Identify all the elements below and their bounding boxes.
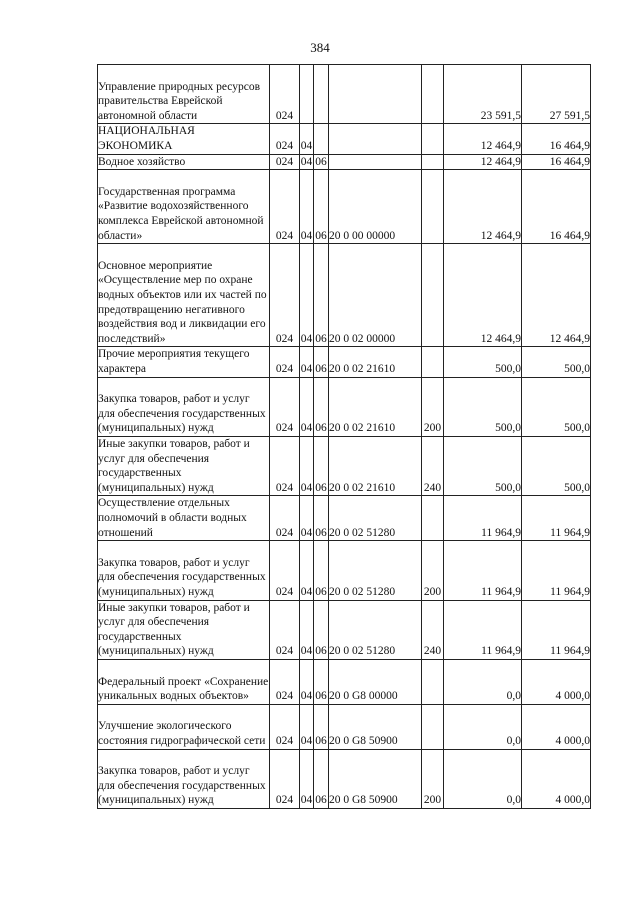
table-row <box>98 170 591 244</box>
cell-expense-type <box>422 154 444 170</box>
cell-subsection: 06 <box>314 496 329 541</box>
row-name: НАЦИОНАЛЬНАЯ ЭКОНОМИКА <box>98 124 270 154</box>
cell-expense-type: 200 <box>422 541 444 600</box>
table-row <box>98 749 591 808</box>
cell-subsection: 06 <box>314 749 329 808</box>
cell-amount-year1: 11 964,9 <box>444 541 522 600</box>
table-row <box>98 496 591 541</box>
cell-section: 04 <box>300 496 314 541</box>
cell-target-article: 20 0 02 21610 <box>329 436 422 495</box>
row-name: Улучшение экологического состояния гидрографической сети <box>98 704 270 749</box>
row-name: Закупка товаров, работ и услуг для обеспечения государственных (муниципальных) нужд <box>98 749 270 808</box>
cell-expense-type <box>422 659 444 704</box>
table-row <box>98 659 591 704</box>
cell-ved: 024 <box>270 124 300 154</box>
cell-target-article: 20 0 G8 00000 <box>329 659 422 704</box>
cell-section: 04 <box>300 436 314 495</box>
cell-ved: 024 <box>270 154 300 170</box>
cell-expense-type <box>422 704 444 749</box>
cell-expense-type: 200 <box>422 749 444 808</box>
row-name: Прочие мероприятия текущего характера <box>98 347 270 377</box>
cell-target-article <box>329 65 422 124</box>
cell-section: 04 <box>300 749 314 808</box>
cell-ved: 024 <box>270 347 300 377</box>
cell-amount-year1: 23 591,5 <box>444 65 522 124</box>
cell-ved: 024 <box>270 170 300 244</box>
cell-amount-year1: 500,0 <box>444 347 522 377</box>
cell-expense-type <box>422 244 444 347</box>
cell-ved: 024 <box>270 496 300 541</box>
table-row <box>98 704 591 749</box>
cell-target-article: 20 0 02 51280 <box>329 541 422 600</box>
cell-expense-type <box>422 347 444 377</box>
cell-target-article: 20 0 G8 50900 <box>329 704 422 749</box>
cell-amount-year2: 500,0 <box>522 377 591 436</box>
cell-amount-year2: 12 464,9 <box>522 244 591 347</box>
cell-section: 04 <box>300 124 314 154</box>
cell-amount-year1: 0,0 <box>444 749 522 808</box>
cell-expense-type <box>422 65 444 124</box>
cell-expense-type: 240 <box>422 436 444 495</box>
cell-subsection: 06 <box>314 704 329 749</box>
cell-section: 04 <box>300 600 314 659</box>
row-name: Государственная программа «Развитие водохозяйственного комплекса Еврейской автономной области» <box>98 170 270 244</box>
table-row <box>98 244 591 347</box>
row-name: Федеральный проект «Сохранение уникальных водных объектов» <box>98 659 270 704</box>
cell-expense-type: 200 <box>422 377 444 436</box>
cell-section: 04 <box>300 154 314 170</box>
cell-section: 04 <box>300 347 314 377</box>
table-row <box>98 65 591 124</box>
cell-ved: 024 <box>270 749 300 808</box>
cell-subsection <box>314 124 329 154</box>
cell-ved: 024 <box>270 65 300 124</box>
cell-section <box>300 65 314 124</box>
cell-ved: 024 <box>270 244 300 347</box>
cell-amount-year1: 12 464,9 <box>444 124 522 154</box>
table-row <box>98 124 591 154</box>
cell-ved: 024 <box>270 436 300 495</box>
table-row <box>98 541 591 600</box>
cell-section: 04 <box>300 659 314 704</box>
page-number: 384 <box>310 40 330 55</box>
cell-amount-year2: 4 000,0 <box>522 704 591 749</box>
cell-subsection: 06 <box>314 600 329 659</box>
cell-ved: 024 <box>270 659 300 704</box>
cell-section: 04 <box>300 244 314 347</box>
cell-section: 04 <box>300 541 314 600</box>
cell-ved: 024 <box>270 541 300 600</box>
row-name: Водное хозяйство <box>98 154 270 170</box>
cell-subsection <box>314 65 329 124</box>
row-name: Осуществление отдельных полномочий в области водных отношений <box>98 496 270 541</box>
cell-subsection: 06 <box>314 377 329 436</box>
cell-amount-year1: 12 464,9 <box>444 154 522 170</box>
cell-amount-year1: 0,0 <box>444 659 522 704</box>
cell-target-article: 20 0 02 21610 <box>329 347 422 377</box>
cell-subsection: 06 <box>314 347 329 377</box>
cell-ved: 024 <box>270 600 300 659</box>
cell-ved: 024 <box>270 704 300 749</box>
cell-target-article <box>329 124 422 154</box>
cell-amount-year2: 16 464,9 <box>522 154 591 170</box>
cell-subsection: 06 <box>314 541 329 600</box>
cell-expense-type <box>422 170 444 244</box>
cell-amount-year2: 27 591,5 <box>522 65 591 124</box>
cell-target-article: 20 0 02 00000 <box>329 244 422 347</box>
cell-target-article: 20 0 G8 50900 <box>329 749 422 808</box>
cell-section: 04 <box>300 377 314 436</box>
cell-amount-year2: 4 000,0 <box>522 659 591 704</box>
cell-target-article <box>329 154 422 170</box>
cell-amount-year1: 12 464,9 <box>444 244 522 347</box>
cell-amount-year2: 11 964,9 <box>522 541 591 600</box>
cell-amount-year1: 500,0 <box>444 377 522 436</box>
cell-subsection: 06 <box>314 659 329 704</box>
row-name: Иные закупки товаров, работ и услуг для обеспечения государственных (муниципальных) нужд <box>98 436 270 495</box>
table-row <box>98 600 591 659</box>
cell-expense-type <box>422 124 444 154</box>
row-name: Основное мероприятие «Осуществление мер по охране водных объектов или их частей по предотвращению негативного воздействия вод и ликвидации его последствий» <box>98 244 270 347</box>
cell-amount-year2: 500,0 <box>522 436 591 495</box>
cell-subsection: 06 <box>314 244 329 347</box>
cell-section: 04 <box>300 170 314 244</box>
cell-amount-year1: 12 464,9 <box>444 170 522 244</box>
cell-target-article: 20 0 02 51280 <box>329 496 422 541</box>
cell-ved: 024 <box>270 377 300 436</box>
row-name: Управление природных ресурсов правительства Еврейской автономной области <box>98 65 270 124</box>
cell-subsection: 06 <box>314 436 329 495</box>
cell-amount-year1: 500,0 <box>444 436 522 495</box>
cell-subsection: 06 <box>314 154 329 170</box>
cell-subsection: 06 <box>314 170 329 244</box>
table-row <box>98 154 591 170</box>
table-row <box>98 377 591 436</box>
row-name: Закупка товаров, работ и услуг для обеспечения государственных (муниципальных) нужд <box>98 541 270 600</box>
cell-amount-year1: 11 964,9 <box>444 496 522 541</box>
cell-amount-year2: 16 464,9 <box>522 170 591 244</box>
cell-amount-year2: 11 964,9 <box>522 600 591 659</box>
budget-table <box>97 64 591 809</box>
cell-section: 04 <box>300 704 314 749</box>
table-row <box>98 436 591 495</box>
cell-expense-type <box>422 496 444 541</box>
cell-amount-year2: 4 000,0 <box>522 749 591 808</box>
cell-amount-year2: 11 964,9 <box>522 496 591 541</box>
cell-target-article: 20 0 00 00000 <box>329 170 422 244</box>
cell-target-article: 20 0 02 21610 <box>329 377 422 436</box>
table-row <box>98 347 591 377</box>
cell-target-article: 20 0 02 51280 <box>329 600 422 659</box>
cell-amount-year2: 16 464,9 <box>522 124 591 154</box>
row-name: Иные закупки товаров, работ и услуг для обеспечения государственных (муниципальных) нужд <box>98 600 270 659</box>
cell-amount-year1: 0,0 <box>444 704 522 749</box>
cell-expense-type: 240 <box>422 600 444 659</box>
cell-amount-year2: 500,0 <box>522 347 591 377</box>
cell-amount-year1: 11 964,9 <box>444 600 522 659</box>
row-name: Закупка товаров, работ и услуг для обеспечения государственных (муниципальных) нужд <box>98 377 270 436</box>
